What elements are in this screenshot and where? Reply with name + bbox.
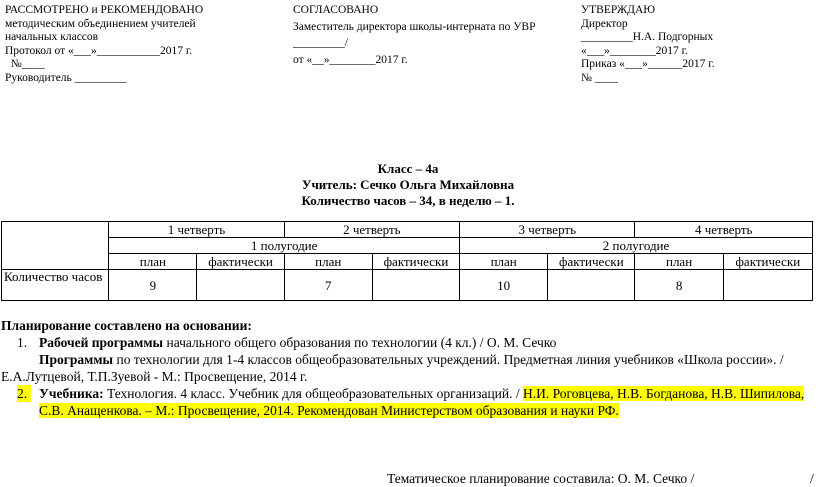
highlighted-authors: Н.И. Роговцева, Н.В. Богданова, Н.В. Шипилова, [523, 386, 805, 401]
item-bold-label: Учебника: [39, 386, 104, 401]
subheaders-row [2, 254, 813, 270]
quarter-header: 1 четверть [109, 222, 284, 238]
highlighted-publisher: С.В. Анащенкова. – М.: Просвещение, 2014. Рекомендован Министерством образования и науки РФ. [39, 403, 619, 418]
approval-left-line: РАССМОТРЕНО и РЕКОМЕНДОВАНО [5, 4, 204, 16]
approval-left-line: методическим объединением учителей [5, 17, 196, 30]
subheader-cell: фактически [197, 254, 284, 270]
subheader-cell: фактически [548, 254, 635, 270]
approval-right-line: Приказ «___»______2017 г. [581, 58, 715, 70]
subheader-cell: фактически [723, 254, 812, 270]
approval-middle-line: _________/ [293, 37, 348, 49]
planning-item-1-line-3: Е.А.Лутцевой, Т.П.Зуевой - М.: Просвещение, 2014 г. [1, 369, 308, 384]
quarter-header: 2 четверть [284, 222, 459, 238]
approval-right-block [581, 4, 715, 85]
subheader-cell: план [109, 254, 197, 270]
approval-middle-block [293, 4, 536, 67]
planning-item-2 [0, 385, 816, 402]
planning-item-1 [0, 334, 816, 351]
planning-item-1-line-2 [0, 351, 816, 368]
subheader-cell: фактически [372, 254, 459, 270]
hours-values-row [2, 270, 813, 301]
approval-middle-line: СОГЛАСОВАНО [293, 4, 379, 16]
approval-left-block [5, 4, 203, 85]
half-year-header: 1 полугодие [109, 238, 460, 254]
item-bold-label: Программы [39, 352, 114, 367]
quarter-header: 4 четверть [635, 222, 813, 238]
approval-right-line: Директор [581, 17, 628, 30]
planning-item-2-line-2 [0, 402, 816, 419]
hours-table [1, 221, 813, 301]
class-heading: Класс – 4а [377, 161, 439, 176]
value-cell [372, 270, 459, 301]
table-corner-cell [2, 222, 109, 270]
approval-middle-line: от «__»________2017 г. [293, 53, 408, 66]
approval-left-line: Протокол от «___»___________2017 г. [5, 44, 193, 57]
item-number: 1. [17, 335, 28, 350]
item-bold-label: Рабочей программы [39, 335, 164, 350]
quarters-row [2, 222, 813, 238]
item-text: Технология. 4 класс. Учебник для общеобразовательных организаций. / [103, 386, 524, 401]
subheader-cell: план [284, 254, 372, 270]
item-text: по технологии для 1-4 классов общеобразовательных учреждений. Предметная линия учебников «Школа россии». / [113, 352, 784, 367]
value-cell [723, 270, 812, 301]
value-cell [548, 270, 635, 301]
approval-right-line: _________Н.А. Подгорных [581, 31, 714, 43]
value-cell [197, 270, 284, 301]
teacher-heading: Учитель: Сечко Ольга Михайловна [301, 177, 515, 192]
value-cell: 8 [635, 270, 723, 301]
approval-middle-line: Заместитель директора школы-интерната по УВР [293, 20, 536, 33]
hours-heading: Количество часов – 34, в неделю – 1. [301, 193, 515, 208]
approval-left-line: начальных классов [5, 31, 99, 43]
approval-left-line: Руководитель _________ [5, 71, 127, 84]
item-number: 2. [17, 385, 31, 402]
value-cell: 9 [109, 270, 197, 301]
footer-signature: Тематическое планирование составила: О. М. Сечко / [387, 471, 695, 486]
approval-right-line: УТВЕРЖДАЮ [581, 4, 656, 16]
row-label: Количество часов [2, 270, 109, 301]
approval-right-line: «___»________2017 г. [581, 44, 688, 57]
half-year-header: 2 полугодие [460, 238, 813, 254]
halves-row [2, 238, 813, 254]
approval-left-line: №____ [5, 58, 45, 70]
planning-title: Планирование составлено на основании: [1, 318, 252, 333]
footer-end-slash: / [810, 471, 814, 486]
quarter-header: 3 четверть [460, 222, 635, 238]
planning-section [0, 317, 816, 419]
value-cell: 7 [284, 270, 372, 301]
approval-right-line: № ____ [581, 71, 618, 84]
subheader-cell: план [635, 254, 723, 270]
subheader-cell: план [460, 254, 548, 270]
item-text: начального общего образования по технологии (4 кл.) / О. М. Сечко [163, 335, 557, 350]
value-cell: 10 [460, 270, 548, 301]
